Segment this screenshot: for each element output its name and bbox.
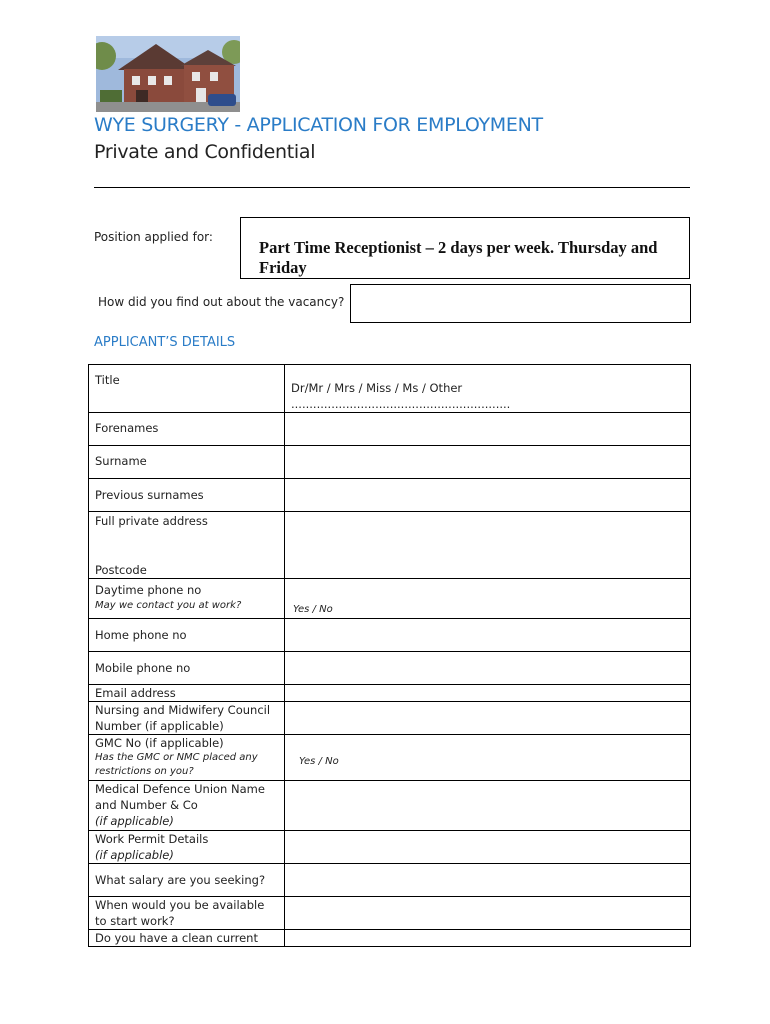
row-label-forenames: Forenames [95,421,159,435]
row-label-work-permit: Work Permit Details [95,832,209,846]
work-permit-field[interactable] [285,831,691,864]
header-divider [94,187,690,188]
table-row [89,512,691,579]
surgery-building-photo [96,36,240,112]
position-value: Part Time Receptionist – 2 days per week. Thursday and Friday [259,238,658,277]
row-label-daytime-phone: Daytime phone no [95,583,202,597]
row-label-email: Email address [95,686,176,700]
nmc-field[interactable] [285,702,691,735]
previous-surnames-field[interactable] [285,479,691,512]
applicant-details-table [88,364,691,947]
salary-field[interactable] [285,864,691,897]
row-label-mobile-phone: Mobile phone no [95,661,191,675]
daytime-phone-field[interactable] [285,579,691,619]
work-permit-if-applicable: (if applicable) [95,848,174,862]
position-field[interactable] [240,217,690,279]
table-row [89,413,691,446]
gmc-restrictions-question: Has the GMC or NMC placed any restrictions on you? [95,752,258,777]
mdu-field[interactable] [285,781,691,831]
table-row [89,479,691,512]
mdu-if-applicable: (if applicable) [95,814,174,828]
row-label-address: Full private address [95,514,208,528]
table-row [89,735,691,781]
position-label: Position applied for: [94,230,213,244]
form-title: WYE SURGERY - APPLICATION FOR EMPLOYMENT [94,114,543,136]
row-label-salary: What salary are you seeking? [95,873,266,887]
row-label-postcode: Postcode [95,563,147,577]
row-label-home-phone: Home phone no [95,628,187,642]
table-row [89,446,691,479]
table-row [89,652,691,685]
form-subtitle: Private and Confidential [94,141,316,163]
surname-field[interactable] [285,446,691,479]
row-label-title: Title [95,373,120,387]
vacancy-field[interactable] [350,284,691,323]
licence-field[interactable] [285,930,691,947]
table-row [89,619,691,652]
home-phone-field[interactable] [285,619,691,652]
table-row [89,579,691,619]
address-field[interactable] [285,512,691,579]
table-row [89,831,691,864]
email-field[interactable] [285,685,691,702]
row-label-previous-surnames: Previous surnames [95,488,204,502]
title-field[interactable] [285,365,691,413]
table-row [89,685,691,702]
row-label-gmc: GMC No (if applicable) [95,736,224,750]
row-label-mdu: Medical Defence Union Name and Number & Co [95,782,265,812]
start-field[interactable] [285,897,691,930]
work-contact-question: May we contact you at work? [95,600,242,611]
forenames-field[interactable] [285,413,691,446]
vacancy-label: How did you find out about the vacancy? [98,295,345,309]
gmc-restrictions-options: Yes / No [299,756,339,767]
work-contact-options: Yes / No [293,604,333,615]
row-label-surname: Surname [95,454,147,468]
table-row [89,781,691,831]
section-title: APPLICANT’S DETAILS [94,335,236,350]
mobile-phone-field[interactable] [285,652,691,685]
table-row [89,897,691,930]
table-row [89,864,691,897]
gmc-field[interactable] [285,735,691,781]
row-label-licence: Do you have a clean current [95,931,258,945]
title-options: Dr/Mr / Mrs / Miss / Ms / Other ............................................................ [291,381,511,411]
table-row [89,930,691,947]
table-row [89,702,691,735]
table-row [89,365,691,413]
row-label-nmc: Nursing and Midwifery Council Number (if applicable) [95,703,271,733]
row-label-start: When would you be available to start work? [95,898,265,928]
